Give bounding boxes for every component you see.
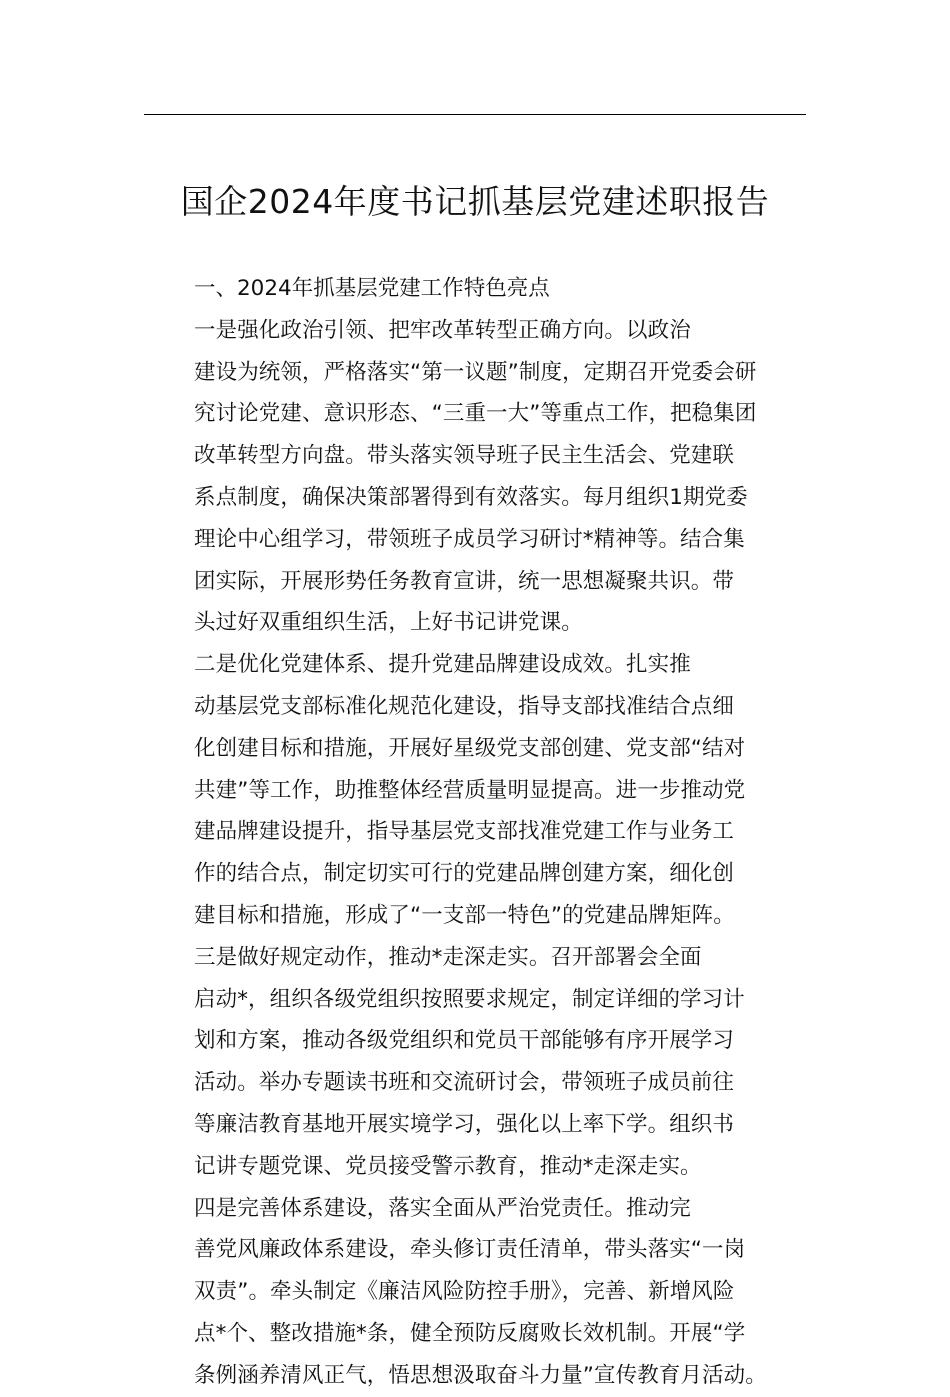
paragraph-line: 活动。举办专题读书班和交流研讨会，带领班子成员前往	[194, 1070, 735, 1096]
paragraph-line: 作的结合点，制定切实可行的党建品牌创建方案，细化创	[194, 861, 735, 887]
paragraph-line: 究讨论党建、意识形态、“三重一大”等重点工作，把稳集团	[194, 401, 757, 427]
paragraph-line: 改革转型方向盘。带头落实领导班子民主生活会、党建联	[194, 443, 735, 469]
paragraph-line: 建品牌建设提升，指导基层党支部找准党建工作与业务工	[194, 819, 735, 845]
paragraph-line: 条例涵养清风正气，悟思想汲取奋斗力量”宣传教育月活动。	[194, 1362, 767, 1388]
paragraph-line: 记讲专题党课、党员接受警示教育，推动*走深走实。	[194, 1153, 702, 1179]
paragraph-line: 划和方案，推动各级党组织和党员干部能够有序开展学习	[194, 1028, 735, 1054]
paragraph-line: 二是优化党建体系、提升党建品牌建设成效。扎实推	[194, 652, 691, 678]
paragraph-line: 系点制度，确保决策部署得到有效落实。每月组织1期党委	[194, 484, 748, 510]
paragraph-line: 一是强化政治引领、把牢改革转型正确方向。以政治	[194, 317, 691, 343]
paragraph-line: 启动*，组织各级党组织按照要求规定，制定详细的学习计	[194, 986, 745, 1012]
paragraph-line: 理论中心组学习，带领班子成员学习研讨*精神等。结合集	[194, 526, 745, 552]
paragraph-1	[144, 310, 808, 644]
paragraph-3	[144, 937, 808, 1188]
paragraph-line: 四是完善体系建设，落实全面从严治党责任。推动完	[194, 1195, 691, 1221]
paragraph-line: 等廉洁教育基地开展实境学习，强化以上率下学。组织书	[194, 1111, 735, 1137]
paragraph-line: 三是做好规定动作，推动*走深走实。召开部署会全面	[194, 944, 702, 970]
paragraph-line: 善党风廉政体系建设，牵头修订责任清单，带头落实“一岗	[194, 1237, 746, 1263]
paragraph-4	[144, 1188, 808, 1397]
paragraph-line: 双责”。牵头制定《廉洁风险防控手册》，完善、新增风险	[194, 1279, 735, 1305]
document-body	[144, 268, 808, 1397]
paragraph-line: 团实际，开展形势任务教育宣讲，统一思想凝聚共识。带	[194, 568, 735, 594]
paragraph-line: 建设为统领，严格落实“第一议题”制度，定期召开党委会研	[194, 359, 757, 385]
section-heading: 一、2024年抓基层党建工作特色亮点	[194, 276, 550, 301]
document-title: 国企2024年度书记抓基层党建述职报告	[180, 182, 770, 221]
paragraph-line: 头过好双重组织生活，上好书记讲党课。	[194, 610, 583, 636]
paragraph-line: 共建”等工作，助推整体经营质量明显提高。进一步推动党	[194, 777, 746, 803]
paragraph-line: 动基层党支部标准化规范化建设，指导支部找准结合点细	[194, 693, 735, 719]
paragraph-2	[144, 644, 808, 937]
paragraph-line: 化创建目标和措施，开展好星级党支部创建、党支部“结对	[194, 735, 746, 761]
paragraph-line: 点*个、整改措施*条，健全预防反腐败长效机制。开展“学	[194, 1320, 746, 1346]
header-rule	[144, 114, 806, 115]
paragraph-line: 建目标和措施，形成了“一支部一特色”的党建品牌矩阵。	[194, 902, 735, 928]
